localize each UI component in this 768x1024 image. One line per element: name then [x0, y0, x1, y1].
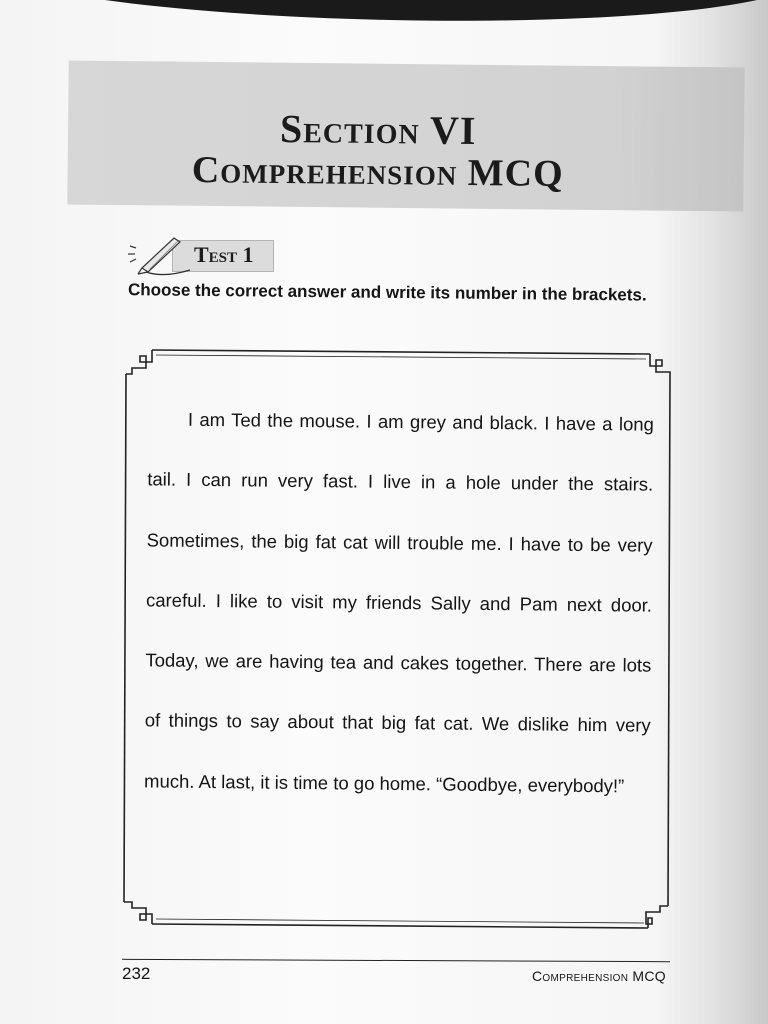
footer-rule: [122, 959, 670, 962]
section-number-heading: Section VI: [279, 105, 477, 154]
page-edge-shadow: [0, 0, 768, 29]
test-badge: [124, 232, 278, 276]
pencil-icon: [124, 232, 194, 276]
instruction-text: Choose the correct answer and write its number in the brackets.: [127, 280, 647, 305]
passage-text: I am Ted the mouse. I am grey and black. I have a long tail. I can run very fast. I live in a hole under the stairs. Sometimes, the big fat cat will trouble me. I have to be very careful. I like to visit my friends Sally and Pam next door. Today, we are having tea and cakes together. There are lots of things to say about that big fat cat. We dislike him very much. At last, it is time to go home. “Goodbye, everybody!”: [144, 408, 654, 797]
section-title: [68, 105, 689, 197]
section-subtitle-heading: Comprehension MCQ: [191, 149, 564, 195]
page-number: 232: [122, 964, 151, 983]
test-label: Test 1: [194, 242, 254, 267]
running-title: Comprehension MCQ: [532, 968, 666, 984]
